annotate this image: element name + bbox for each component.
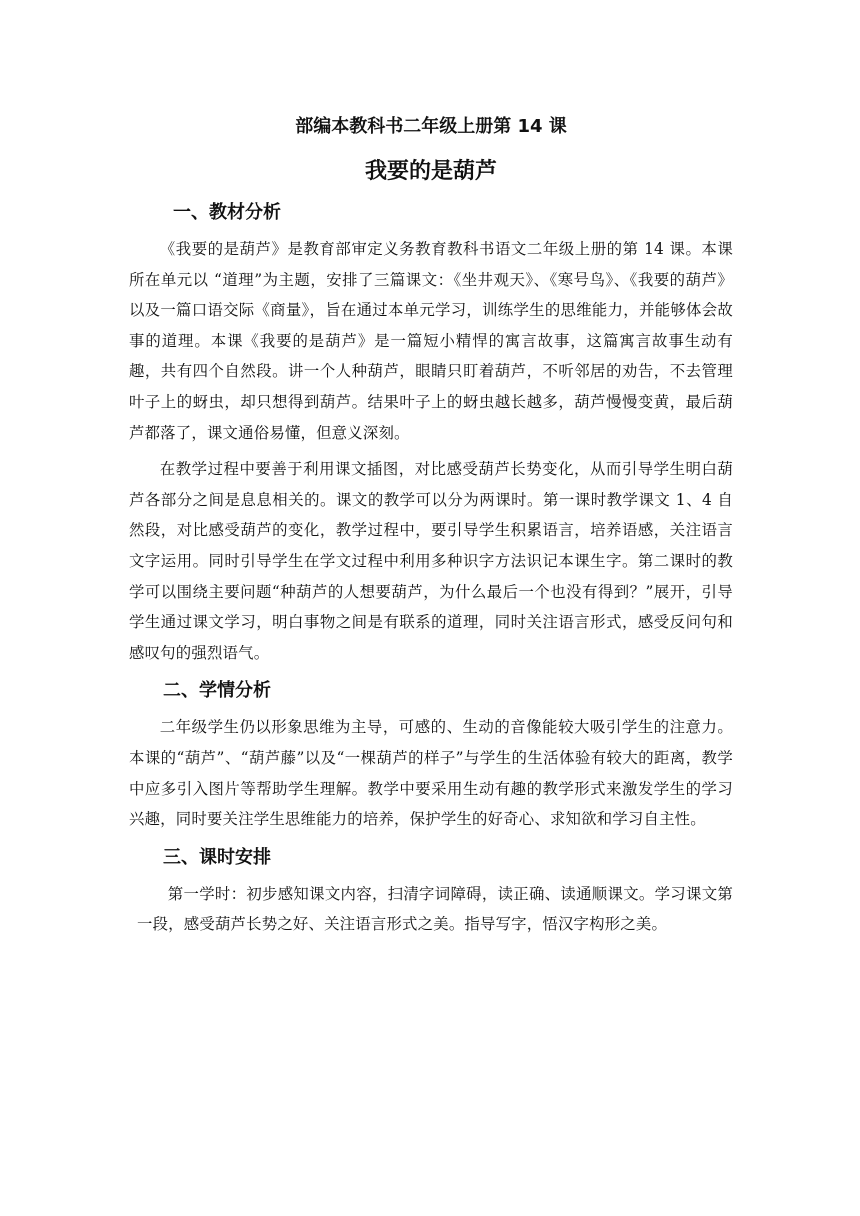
section-heading-student-analysis: 二、学情分析 [163,680,271,702]
paragraph: 在教学过程中要善于利用课文插图，对比感受葫芦长势变化，从而引导学生明白葫芦各部分之间是息息相关的。课文的教学可以分为两课时。第一课时教学课文 1、4 自然段，对比感受葫芦的变化，教学过程中，要引导学生积累语言，培养语感，关注语言文字运用。同时引导学生在学文过程中利用多种识字方法识记本课生字。第二课时的教学可以围绕主要问题“种葫芦的人想要葫芦，为什么最后一个也没有得到？”展开，引导学生通过课文学习，明白事物之间是有联系的道理，同时关注语言形式，感受反问句和感叹句的强烈语气。 [129,460,733,662]
document-subtitle: 部编本教科书二年级上册第 14 课 [295,116,567,137]
paragraph: 二年级学生仍以形象思维为主导，可感的、生动的音像能较大吸引学生的注意力。本课的“葫芦”、“葫芦藤”以及“一棵葫芦的样子”与学生的生活体验有较大的距离，教学中应多引入图片等帮助学生理解。教学中要采用生动有趣的教学形式来激发学生的学习兴趣，同时要关注学生思维能力的培养，保护学生的好奇心、求知欲和学习自主性。 [129,718,733,829]
document-title: 我要的是葫芦 [364,159,497,184]
section-heading-lesson-schedule: 三、课时安排 [163,846,271,868]
document-body [129,112,733,940]
paragraph: 第一学时：初步感知课文内容，扫清字词障碍，读正确、读通顺课文。学习课文第一段，感受葫芦长势之好、关注语言形式之美。指导写字，悟汉字构形之美。 [137,884,733,934]
section-heading-textbook-analysis: 一、教材分析 [173,202,281,223]
paragraph: 《我要的是葫芦》是教育部审定义务教育教科书语文二年级上册的第 14 课。本课所在单元以 “道理”为主题，安排了三篇课文：《坐井观天》、《寒号鸟》、《我要的葫芦》以及一篇口语交际《商量》，旨在通过本单元学习，训练学生的思维能力，并能够体会故事的道理。本课《我要的是葫芦》是一篇短小精悍的寓言故事，这篇寓言故事生动有趣，共有四个自然段。讲一个人种葫芦，眼睛只盯着葫芦，不听邻居的劝告，不去管理叶子上的蚜虫，却只想得到葫芦。结果叶子上的蚜虫越长越多，葫芦慢慢变黄，最后葫芦都落了，课文通俗易懂，但意义深刻。 [129,240,733,442]
